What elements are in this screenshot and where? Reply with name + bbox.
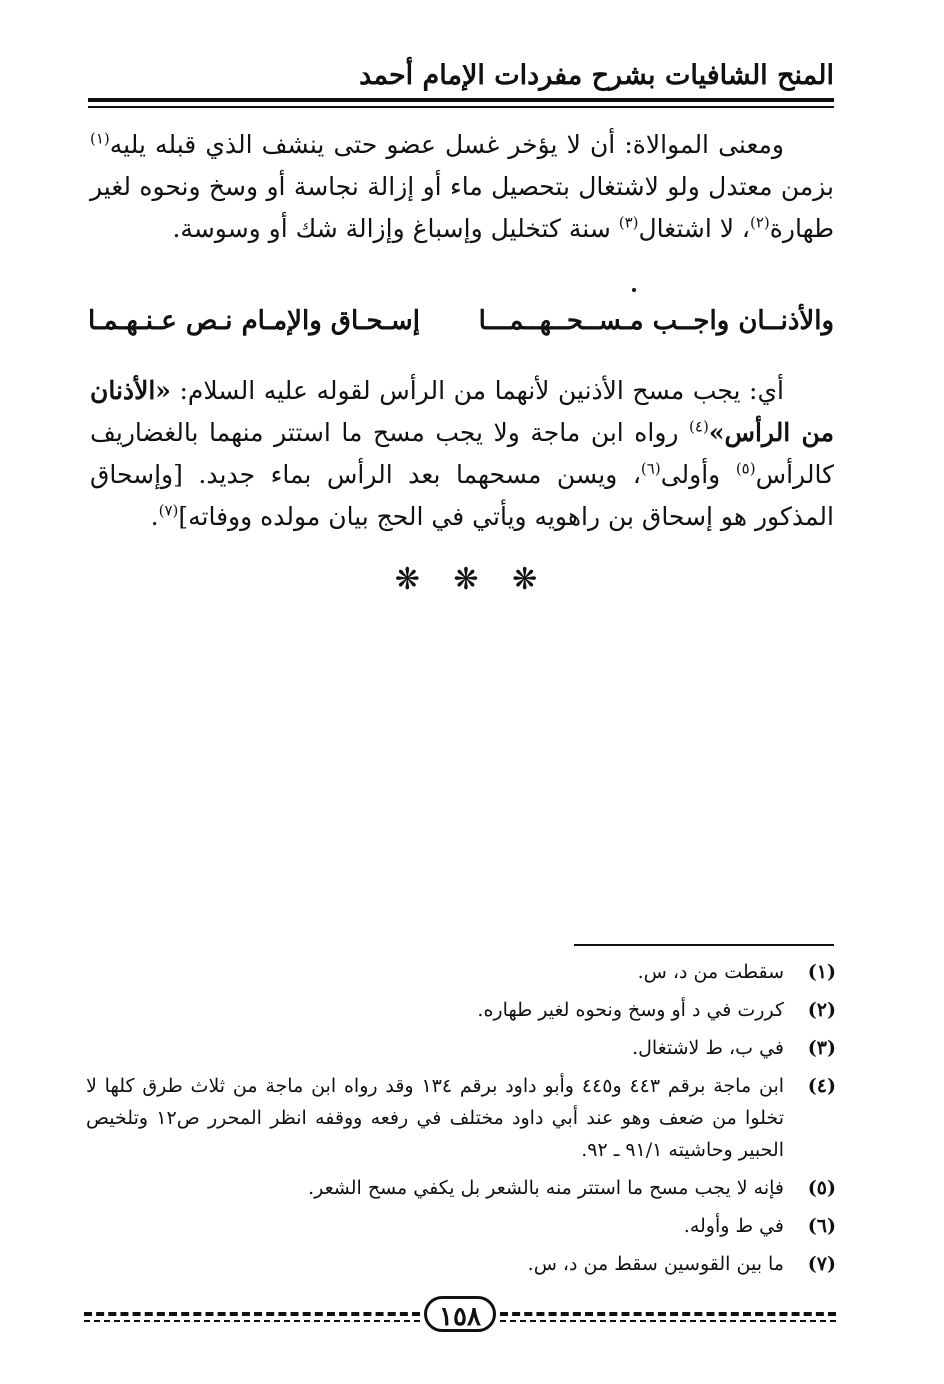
ink-dot [632,288,636,292]
footnote-ref-1: (١) [90,129,110,148]
footnote-number: (١) [807,961,836,983]
footer-dashed-rule-left-thin [84,1320,420,1322]
footnote-text: ما بين القوسين سقط من د، س. [527,1253,784,1275]
footnote-item [86,1172,836,1204]
header-rule [88,98,834,102]
footnote-text: سقطت من د، س. [637,961,784,983]
paragraph-text: ، لا اشتغال [638,214,750,243]
footnote-ref-4: (٤) [689,417,709,436]
paragraph-text: ، ويسن مسحهما بعد الرأس بماء جديد. [وإسحاق المذكور هو إسحاق بن راهويه ويأتي في الحج بيان مولده ووفاته] [90,460,834,531]
paragraph-text: أي: يجب مسح الأذنين لأنهما من الرأس لقوله عليه السلام: [170,376,784,405]
footnote-number: (٧) [807,1253,836,1275]
footnote-text: في ط وأوله. [683,1215,784,1237]
footnote-text: كررت في د أو وسخ ونحوه لغير طهاره. [477,999,784,1021]
paragraph-text: وأولى [660,460,736,489]
paragraph-text: سنة كتخليل وإسباغ وإزالة شك أو وسوسة. [172,214,619,243]
footnote-text: ابن ماجة برقم ٤٤٣ و٤٤٥ وأبو داود برقم ١٣٤ وقد رواه ابن ماجة من ثلاث طرق كلها لا تخلوا من ضعف وهو عند أبي داود مختلف في رفعه ووقفه انظر المحرر ص١٢ وتلخيص الحبير وحاشيته ٩١/١ ـ ٩٢. [86,1075,785,1161]
paragraph-muwalat [90,124,834,250]
footnote-text: فإنه لا يجب مسح ما استتر منه بالشعر بل يكفي مسح الشعر. [308,1177,784,1199]
paragraph-text: بزمن معتدل ولو لاشتغال بتحصيل ماء أو إزالة نجاسة أو وسخ ونحوه لغير طهارة [90,172,834,243]
footnote-ref-7: (٧) [158,501,179,520]
paragraph-commentary [90,370,834,538]
footnotes-list [86,956,836,1286]
page-number: ١٥٨ [424,1296,496,1332]
header-rule-thin [88,106,834,108]
section-divider-ornament: ❋ ❋ ❋ [394,562,550,597]
footnote-item [86,1070,836,1166]
paragraph-text: ومعنى الموالاة: أن لا يؤخر غسل عضو حتى ينشف الذي قبله يليه [109,130,784,159]
poem-verse [88,306,834,350]
footer-dashed-rule-right [500,1312,836,1316]
footnote-item [86,1248,836,1280]
footnote-item [86,1210,836,1242]
footnote-text: في ب، ط لاشتغال. [632,1037,784,1059]
page-footer [84,1296,836,1336]
footnote-number: (٦) [807,1215,836,1237]
running-header-title: المنح الشافيات بشرح مفردات الإمام أحمد [359,60,834,91]
paragraph-text: رواه ابن ماجة ولا يجب مسح ما استتر منهما بالغضاريف كالرأس [90,418,834,489]
verse-hemistich-second: إسـحـاق والإمـام نـص عـنـهـمـا [88,306,420,336]
footnote-separator [574,944,834,946]
footer-dashed-rule-right-thin [500,1320,836,1322]
footnote-ref-2: (٢) [750,213,770,232]
hadith-quote: «الأذنان من الرأس» [90,376,834,447]
footnote-item [86,956,836,988]
footnote-number: (٣) [807,1037,836,1059]
footnote-item [86,994,836,1026]
footnote-number: (٥) [807,1177,836,1199]
footnote-ref-6: (٦) [640,459,661,478]
verse-hemistich-first: والأذنــان واجــب مـســحــهــمـــا [478,306,834,336]
footnote-ref-5: (٥) [735,459,756,478]
paragraph-text: . [150,502,159,531]
footnote-ref-3: (٣) [618,213,639,232]
footnote-item [86,1032,836,1064]
footnote-number: (٢) [807,999,836,1021]
footer-dashed-rule-left [84,1312,420,1316]
footnote-number: (٤) [807,1075,836,1097]
